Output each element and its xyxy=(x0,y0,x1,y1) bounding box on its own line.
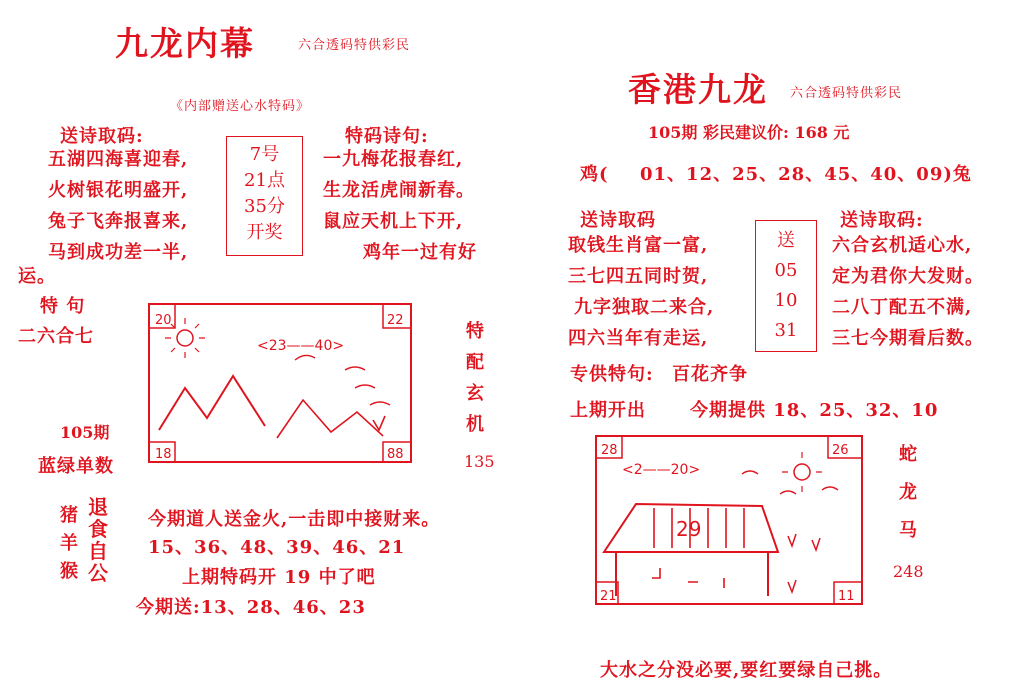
pic-center-number: 29 xyxy=(676,517,702,541)
right-poem-line: 六合玄机适心水, xyxy=(832,235,973,256)
left-line1: 今期道人送金火,一击即中接财来。 xyxy=(148,509,441,530)
last-period-label: 上期开出 xyxy=(570,400,646,421)
left-wrap-char: 运。 xyxy=(18,266,56,287)
mountain-icon xyxy=(159,376,265,430)
left-poem-line: 五湖四海喜迎春, xyxy=(48,149,189,170)
offer-numbers: 今期提供 18、25、32、10 xyxy=(690,400,939,421)
retreat-char: 自 xyxy=(88,539,108,563)
picture-frame xyxy=(149,304,411,462)
right-poem-line: 三七今期看后数。 xyxy=(832,328,984,349)
left-special-line: 鼠应天机上下开, xyxy=(323,211,464,232)
animal: 猴 xyxy=(60,561,78,582)
left-subtitle: 六合透码特供彩民 xyxy=(298,38,411,53)
right-poem-line: 四六当年有走运, xyxy=(568,328,709,349)
retreat-char: 退 xyxy=(88,495,108,519)
left-hint-picture xyxy=(145,300,417,468)
send-number: 送 xyxy=(777,230,795,251)
right-poem-line: 三七四五同时贺, xyxy=(568,266,709,287)
left-title: 九龙内幕 xyxy=(115,24,255,63)
pic-num-bl: 18 xyxy=(155,447,172,462)
retreat-column xyxy=(88,496,108,584)
send-number: 05 xyxy=(774,260,798,281)
right-special-text: 百花齐争 xyxy=(672,364,748,385)
side-char: 特 xyxy=(466,321,484,342)
chicken-prefix: 鸡( xyxy=(580,164,609,185)
sun-icon xyxy=(177,330,193,346)
left-special-line: 生龙活虎闹新春。 xyxy=(323,180,475,201)
animal: 猪 xyxy=(60,505,78,526)
right-poem-line: 九字独取二来合, xyxy=(574,297,715,318)
left-poem-line: 马到成功差一半, xyxy=(48,242,189,263)
side-animal: 蛇 xyxy=(899,444,917,465)
right-side-number: 248 xyxy=(893,562,924,581)
left-line2: 15、36、48、39、46、21 xyxy=(148,537,406,558)
wave-icon xyxy=(277,400,383,438)
right-footer: 大水之分没必要,要红要绿自己挑。 xyxy=(600,660,893,681)
right-side-animals xyxy=(896,436,920,550)
pic-range: <23——40> xyxy=(257,338,345,354)
left-tagline: 《内部赠送心水特码》 xyxy=(170,99,311,114)
left-period: 105期 xyxy=(60,423,110,442)
right-poem-line: 二八丁配五不满, xyxy=(832,297,973,318)
pic-num-tl: 28 xyxy=(601,443,618,458)
send-numbers xyxy=(755,226,817,346)
right-poem-header-right: 送诗取码: xyxy=(840,210,924,231)
right-poem-header-left: 送诗取码 xyxy=(580,210,656,231)
pic-num-bl: 21 xyxy=(600,589,617,604)
retreat-char: 公 xyxy=(88,561,108,585)
pic-num-br: 88 xyxy=(387,447,404,462)
side-char: 配 xyxy=(466,352,484,373)
right-poem-left xyxy=(568,230,714,354)
right-poem-line: 取钱生肖富一富, xyxy=(568,235,709,256)
teju-label: 特 句 xyxy=(40,296,86,317)
sun-icon xyxy=(794,464,810,480)
side-animal: 马 xyxy=(899,520,917,541)
send-number: 31 xyxy=(774,320,798,341)
left-special-header: 特码诗句: xyxy=(345,126,429,147)
bird-icon xyxy=(742,471,838,494)
right-poem-right xyxy=(832,230,984,354)
draw-time-line: 21点 xyxy=(244,170,285,191)
side-animal: 龙 xyxy=(899,482,917,503)
color-tip: 蓝绿单数 xyxy=(38,456,114,477)
draw-time-line: 7号 xyxy=(249,144,280,165)
right-special-label: 专供特句: xyxy=(570,364,654,385)
right-subtitle: 六合透码特供彩民 xyxy=(790,86,903,101)
chicken-numbers: 01、12、25、28、45、40、09)兔 xyxy=(640,164,972,185)
pic-num-br: 11 xyxy=(838,589,855,604)
left-poem xyxy=(48,144,188,268)
left-special-line: 鸡年一过有好 xyxy=(363,242,477,263)
draw-time-line: 35分 xyxy=(244,196,285,217)
draw-time-line: 开奖 xyxy=(246,222,283,243)
side-char: 玄 xyxy=(466,383,484,404)
left-special-line: 一九梅花报春红, xyxy=(323,149,464,170)
side-char: 机 xyxy=(466,414,484,435)
ground-marks xyxy=(652,568,724,588)
left-poem-line: 兔子飞奔报喜来, xyxy=(48,211,189,232)
side-chars xyxy=(463,316,487,440)
left-line4: 今期送:13、28、46、23 xyxy=(136,597,366,618)
pic-num-tl: 20 xyxy=(155,313,172,328)
left-special-poem xyxy=(323,144,477,268)
send-number: 10 xyxy=(774,290,798,311)
pic-num-tr: 22 xyxy=(387,313,404,328)
pic-num-tr: 26 xyxy=(832,443,849,458)
pic-range: <2——20> xyxy=(622,462,701,478)
teju-text: 二六合七 xyxy=(18,326,94,347)
right-hint-picture xyxy=(592,432,868,610)
right-poem-line: 定为君你大发财。 xyxy=(832,266,984,287)
pillar-icon xyxy=(616,552,768,596)
bird-icon xyxy=(295,355,390,405)
retreat-char: 食 xyxy=(88,517,108,541)
animal: 羊 xyxy=(60,533,78,554)
right-title: 香港九龙 xyxy=(628,70,768,109)
sun-ray xyxy=(782,452,822,492)
right-price: 105期 彩民建议价: 168 元 xyxy=(648,123,850,142)
animal-list xyxy=(60,502,78,586)
left-line3: 上期特码开 19 中了吧 xyxy=(182,567,376,588)
draw-time xyxy=(226,142,303,246)
left-poem-header: 送诗取码: xyxy=(60,126,144,147)
grass-icon xyxy=(788,534,820,592)
left-poem-line: 火树银花明盛开, xyxy=(48,180,189,201)
side-number: 135 xyxy=(464,452,495,471)
